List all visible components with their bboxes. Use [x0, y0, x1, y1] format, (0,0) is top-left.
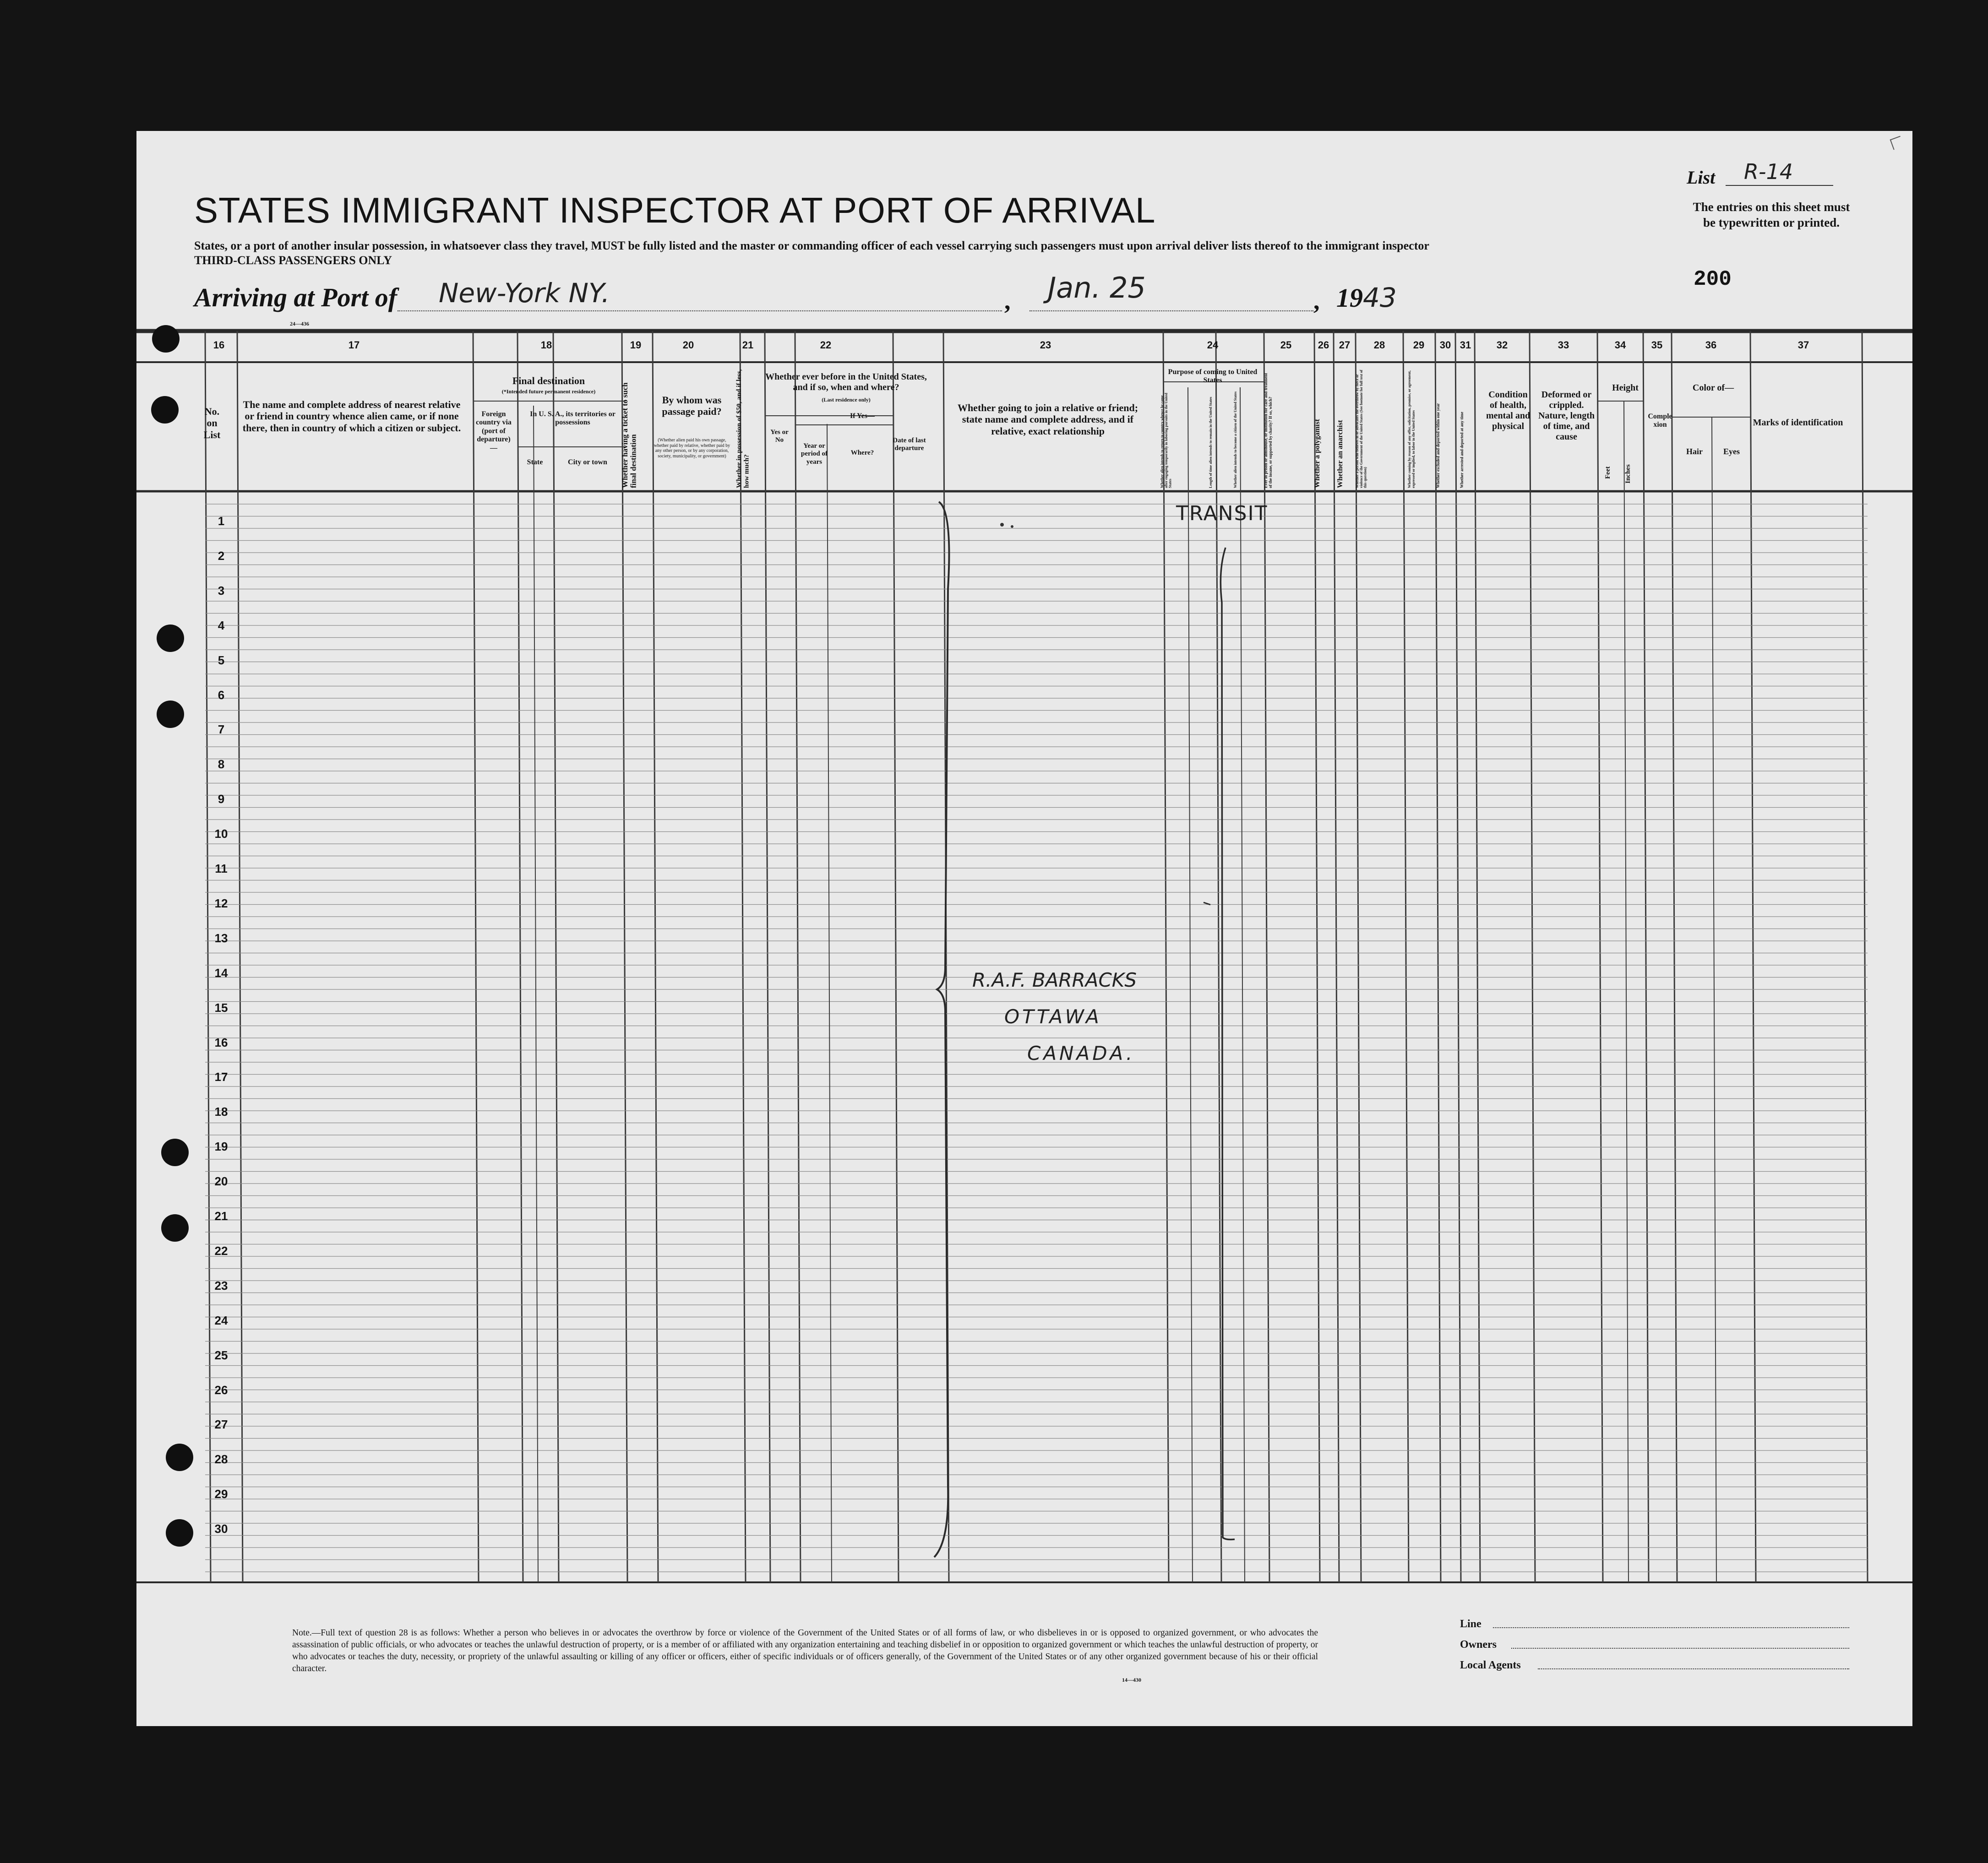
column-rule	[1455, 331, 1461, 1582]
column-number: 23	[1040, 339, 1051, 351]
arriving-label: Arriving at Port of	[194, 282, 398, 312]
year-prefix: 19	[1336, 283, 1363, 313]
subcolumn-rule	[1712, 417, 1716, 1582]
col22-subtitle: (Last residence only)	[822, 396, 871, 403]
column-number: 26	[1318, 339, 1329, 351]
binder-hole	[152, 325, 180, 353]
col36-eyes: Eyes	[1723, 447, 1740, 456]
col22-title: Whether ever before in the United States, and if so, when and where?	[765, 372, 927, 392]
subcolumn-rule	[534, 406, 538, 1582]
column-number: 28	[1373, 339, 1385, 351]
binder-hole	[166, 1444, 193, 1471]
owners-label: Owners	[1460, 1639, 1497, 1651]
col24-title: Purpose of coming to United States	[1168, 368, 1258, 385]
local-agents-field	[1460, 1659, 1849, 1672]
column-rule	[1163, 331, 1169, 1582]
row-number: 26	[214, 1383, 228, 1397]
column-number: 24	[1207, 339, 1219, 351]
page-number: 200	[1694, 267, 1732, 291]
comma-separator-2: ,	[1313, 287, 1320, 315]
row-number: 6	[218, 688, 225, 702]
col22-where: Where?	[850, 449, 874, 456]
row-number: 9	[218, 792, 225, 806]
port-value: New-York NY.	[439, 277, 610, 309]
row-number: 1	[218, 514, 225, 528]
row-number: 25	[214, 1348, 228, 1362]
binder-hole	[157, 701, 184, 728]
column-rule	[765, 331, 770, 1582]
row-number: 15	[214, 1000, 228, 1015]
col18-subtitle: (*Intended future permanent residence)	[501, 388, 596, 395]
col29-header: Whether coming by reason of any offer, solicitation, promise, or agreement, expressed or implied, to labor in the United States	[1407, 370, 1416, 488]
column-rule	[795, 331, 801, 1582]
binder-hole	[166, 1519, 193, 1547]
column-number: 30	[1439, 339, 1451, 351]
column-rule	[1435, 331, 1441, 1582]
col22-ifyes: If Yes—	[850, 412, 875, 420]
column-rule	[553, 331, 559, 1582]
row-number: 29	[214, 1487, 228, 1501]
row-number: 4	[218, 618, 225, 632]
form-code: 24—436	[290, 320, 309, 327]
comma-separator: ,	[1004, 287, 1011, 315]
row-number: 21	[214, 1209, 228, 1223]
row-number: 20	[214, 1174, 228, 1189]
row-number: 10	[214, 827, 228, 841]
col24-c: Whether alien intends to become a citizen of the United States	[1233, 391, 1237, 488]
row-number: 24	[214, 1313, 228, 1327]
binder-hole	[161, 1214, 189, 1242]
column-rule	[517, 331, 523, 1582]
line-label: Line	[1460, 1618, 1481, 1630]
col18-foreign: Foreign country via (port of departure)—	[476, 410, 512, 452]
col36-hair: Hair	[1686, 447, 1703, 456]
col28-header: Whether a person who believes in or advocates the overthrow by force or violence of the Government of the United States (See footnote for full text of this question)	[1355, 369, 1367, 488]
col19-header: Whether having a ticket to such final destination	[621, 382, 638, 488]
handwritten-transit: TRANSIT	[1176, 502, 1268, 525]
col27-header: Whether an anarchist	[1336, 420, 1344, 488]
col22-year: Year or period of years	[801, 442, 828, 466]
col22-yesno: Yes or No	[770, 429, 789, 444]
row-number: 17	[214, 1070, 228, 1084]
col37-header: Marks of identification	[1753, 418, 1843, 428]
column-rule	[1403, 331, 1409, 1582]
col31-header: Whether arrested and deported at any time	[1460, 412, 1464, 488]
col33-header: Deformed or crippled. Nature, length of time, and cause	[1538, 390, 1595, 442]
col36-header: Color of—	[1692, 383, 1734, 393]
column-rule	[1862, 331, 1868, 1582]
column-number: 19	[630, 339, 642, 351]
year-value: 43	[1363, 282, 1397, 313]
row-number: 13	[214, 931, 228, 945]
column-number: 33	[1558, 339, 1569, 351]
column-rule	[1314, 331, 1320, 1582]
row-number: 27	[214, 1418, 228, 1432]
column-number: 37	[1797, 339, 1809, 351]
form-class-note: THIRD-CLASS PASSENGERS ONLY	[194, 254, 392, 267]
row-number: 3	[218, 583, 225, 597]
list-label: List	[1687, 167, 1716, 188]
handwritten-address-line2: OTTAWA	[1004, 1005, 1102, 1028]
local-agents-label: Local Agents	[1460, 1659, 1521, 1671]
row-number: 7	[218, 722, 225, 737]
column-number: 22	[820, 339, 832, 351]
column-number: 27	[1339, 339, 1351, 351]
list-number: R-14	[1744, 159, 1793, 184]
typewritten-note-line2: be typewritten or printed.	[1703, 215, 1840, 229]
row-number: 12	[214, 896, 228, 910]
column-number: 21	[742, 339, 754, 351]
col25-header: Ever in prison or almshouse, or institution for care and treatment of the insane, or supported by charity? If so, which?	[1264, 373, 1273, 488]
column-rule	[1672, 331, 1677, 1582]
col34-inches: Inches	[1624, 464, 1632, 483]
column-rule	[1643, 331, 1649, 1582]
footnote: Note.—Full text of question 28 is as follows: Whether a person who believes in or advocates the overthrow by force or violence of the Government of the United States or of all forms of law, or who disbelieves in or is opposed to organized government, or who advocates the assassination of public officials, or who advocates or teaches the unlawful destruction of property, or is a member of or affiliated with any organization entertaining and teaching disbelief in or opposition to organized government or which teaches the unlawful destruction of property, or who advocates or teaches the duty, necessity, or propriety of the unlawful assaulting or killing of any officer or officers, either of specific individuals or of officers generally, of the Government of the United States or of any other organized government because of his or their official character.	[292, 1628, 1318, 1673]
column-rule	[1334, 331, 1339, 1582]
col18-city: City or town	[568, 458, 607, 466]
col34-header: Height	[1612, 383, 1639, 393]
handwritten-address-line3: CANADA.	[1027, 1042, 1135, 1065]
subcolumn-rule	[1240, 387, 1245, 1582]
col16-header: No. on List	[203, 406, 221, 440]
column-number: 29	[1413, 339, 1425, 351]
column-number: 31	[1460, 339, 1471, 351]
binder-hole	[151, 396, 179, 424]
row-number: 16	[214, 1035, 228, 1049]
row-number: 8	[218, 757, 225, 771]
column-rule	[1475, 331, 1480, 1582]
row-number: 30	[214, 1522, 228, 1536]
subcolumn-rule	[1624, 401, 1629, 1582]
row-number: 5	[218, 653, 225, 667]
row-number: 22	[214, 1244, 228, 1258]
row-number: 23	[214, 1278, 228, 1293]
column-rule	[893, 331, 899, 1582]
form-title: STATES IMMIGRANT INSPECTOR AT PORT OF ARRIVAL	[194, 190, 1156, 230]
typewritten-note-line1: The entries on this sheet must	[1693, 200, 1850, 214]
column-rule	[1356, 331, 1361, 1582]
column-number: 18	[540, 339, 552, 351]
row-number: 28	[214, 1452, 228, 1467]
column-rule	[622, 331, 627, 1582]
date-value: Jan. 25	[1048, 271, 1146, 304]
column-number: 32	[1496, 339, 1508, 351]
column-rule	[1530, 331, 1535, 1582]
column-number: 35	[1651, 339, 1663, 351]
column-number: 20	[682, 339, 694, 351]
col35-header: Complexion	[1648, 413, 1672, 429]
line-field	[1460, 1618, 1849, 1630]
col21-header: Whether in possession of $50, and if less, how much?	[735, 369, 751, 488]
col32-header: Condition of health, mental and physical	[1486, 390, 1530, 431]
binder-hole	[161, 1139, 189, 1166]
column-rule	[237, 331, 243, 1582]
row-number: 18	[214, 1105, 228, 1119]
subcolumn-rule	[827, 424, 832, 1582]
form-subtitle: States, or a port of another insular possession, in whatsoever class they travel, MUST be fully listed and the master or commanding officer of each vessel carrying such passengers must upon arrival deliver lists thereof to the immigrant inspector	[194, 239, 1429, 252]
column-number: 17	[348, 339, 360, 351]
table-grid	[136, 131, 1912, 1726]
col23-header: Whether going to join a relative or friend; state name and complete address, and if relative, exact relationship	[957, 402, 1138, 437]
column-number: 25	[1280, 339, 1292, 351]
col24-b: Length of time alien intends to remain in the United States	[1209, 396, 1213, 488]
row-number: 19	[214, 1140, 228, 1154]
column-rule	[473, 331, 479, 1582]
column-rule	[1597, 331, 1603, 1582]
owners-field	[1460, 1639, 1849, 1651]
row-number: 2	[218, 549, 225, 563]
column-number: 36	[1705, 339, 1717, 351]
manifest-sheet	[136, 131, 1912, 1726]
col17-header: The name and complete address of nearest relative or friend in country whence alien came, or if none there, then in country of which a citizen or subject.	[242, 399, 461, 434]
handwritten-address-line1: R.A.F. BARRACKS	[972, 969, 1137, 991]
col20-note: (Whether alien paid his own passage, whether paid by relative, whether paid by any other person, or by any corporation, society, municipality, or government)	[654, 438, 730, 459]
column-number: 34	[1614, 339, 1626, 351]
row-number: 11	[215, 862, 228, 875]
col18-usa: In U. S. A., its territories or possessions	[530, 410, 615, 427]
binder-hole	[157, 625, 184, 652]
column-rule	[1750, 331, 1756, 1582]
col24-a: Whether alien intends to return to country whence he came after engaging temporarily in laboring pursuits in the United States	[1160, 393, 1172, 488]
col22-date: Date of last departure	[893, 437, 926, 452]
row-number: 14	[214, 966, 228, 980]
column-rule	[740, 331, 746, 1582]
col18-title: Final destination	[512, 375, 585, 386]
col18-state: State	[527, 458, 543, 466]
col20-title: By whom was passage paid?	[662, 394, 722, 418]
column-rule	[653, 331, 658, 1582]
col26-header: Whether a polygamist	[1313, 419, 1321, 488]
col34-feet: Feet	[1604, 466, 1612, 479]
handwritten-ditto-line	[1220, 548, 1235, 1540]
form-number: 14—430	[1122, 1677, 1141, 1683]
column-number: 16	[213, 339, 225, 351]
col30-header: Whether excluded and deported within one year	[1436, 403, 1440, 488]
subcolumn-rule	[1188, 387, 1193, 1582]
